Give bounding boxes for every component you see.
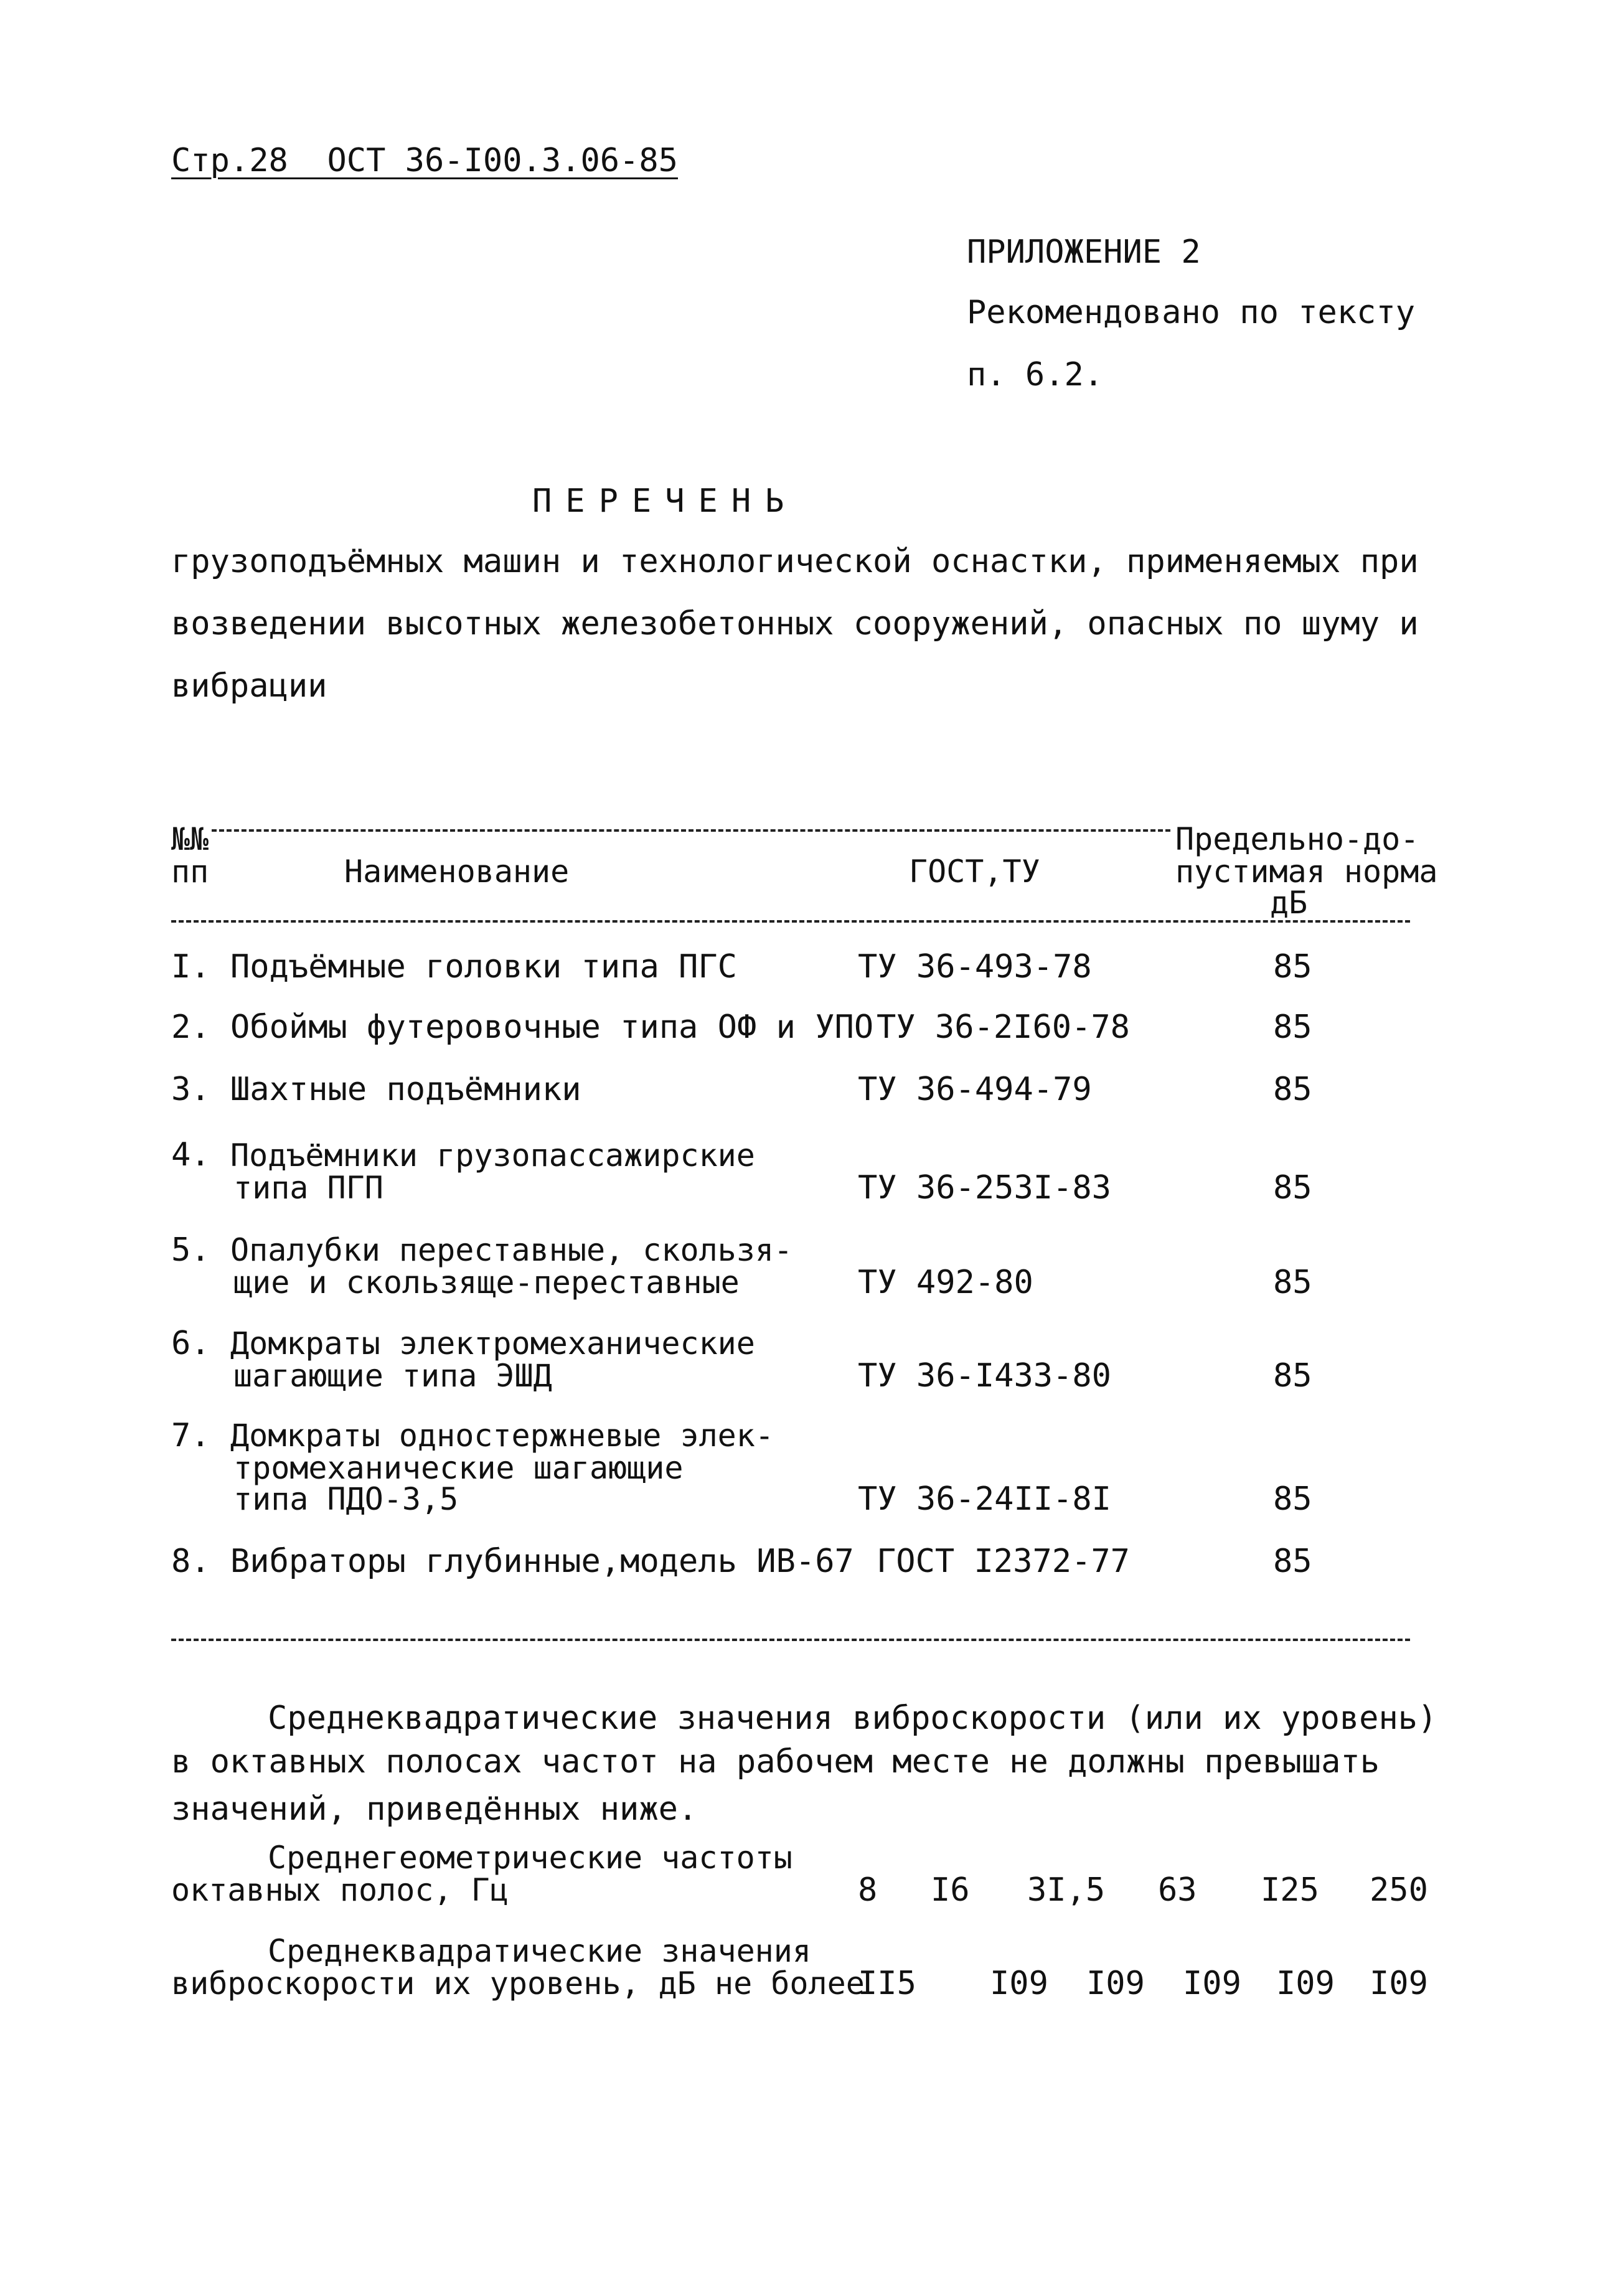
row-name: Подъёмники грузопассажирские — [230, 1137, 755, 1174]
row-norm: 85 — [1273, 1264, 1312, 1301]
row-gost: ТУ 36-494-79 — [858, 1071, 1092, 1108]
row-name-cont-2: типа ПДО-3,5 — [233, 1481, 459, 1517]
header-norm-line-3: дБ — [1270, 885, 1308, 921]
row-name-cont: щие и скользяще-переставные — [233, 1264, 740, 1301]
freq-value: 8 — [858, 1871, 878, 1909]
note-line-2: в октавных полосах частот на рабочем месте не должны превышать — [171, 1743, 1380, 1781]
row-gost: ТУ 492-80 — [858, 1264, 1033, 1301]
appendix-title: ПРИЛОЖЕНИЕ 2 — [967, 233, 1201, 271]
header-num-line-2: пп — [171, 854, 209, 890]
row-name: Опалубки переставные, скользя- — [230, 1232, 793, 1268]
row-norm: 85 — [1273, 1480, 1312, 1518]
row-norm: 85 — [1273, 1543, 1312, 1580]
row-name: Вибраторы глубинные,модель ИВ-67 — [230, 1543, 854, 1580]
row-norm: 85 — [1273, 1071, 1312, 1108]
header-norm-line-2: пустимая норма — [1175, 854, 1438, 890]
row-name-cont: тромеханические шагающие — [233, 1450, 684, 1486]
row-gost: ТУ 36-I433-80 — [858, 1357, 1111, 1395]
row-norm: 85 — [1273, 1009, 1312, 1046]
table-header-rule — [171, 920, 1410, 923]
freq-label-line-1: Среднегеометрические частоты — [268, 1840, 792, 1876]
freq-value: 250 — [1370, 1871, 1428, 1909]
note-line-3: значений, приведённых ниже. — [171, 1790, 698, 1828]
row-number: 8. — [171, 1543, 210, 1580]
page-reference: Стр.28 ОСТ 36-I00.3.06-85 — [171, 142, 678, 179]
row-name: Подъёмные головки типа ПГС — [230, 948, 737, 986]
row-name: Обоймы футеровочные типа ОФ и УПО — [230, 1009, 874, 1046]
row-name-cont: шагающие типа ЭШД — [233, 1358, 552, 1394]
row-number: 3. — [171, 1071, 210, 1108]
list-subtitle-line-3: вибрации — [171, 667, 327, 705]
freq-value: 3I,5 — [1027, 1871, 1106, 1909]
row-gost: ТУ 36-253I-83 — [858, 1169, 1111, 1207]
row-name: Домкраты одностержневые элек- — [230, 1418, 774, 1454]
table-bottom-rule — [171, 1639, 1410, 1641]
header-name: Наименование — [344, 854, 570, 890]
list-subtitle-line-2: возведении высотных железобетонных сооружений, опасных по шуму и — [171, 605, 1419, 642]
row-gost: ТУ 36-24II-8I — [858, 1480, 1111, 1518]
level-value: I09 — [1183, 1965, 1241, 2002]
row-number: I. — [171, 948, 210, 986]
row-number: 2. — [171, 1009, 210, 1046]
row-number: 7. — [171, 1417, 210, 1454]
row-gost: ГОСТ I2372-77 — [877, 1543, 1130, 1580]
header-gost: ГОСТ,ТУ — [909, 854, 1040, 890]
row-name: Домкраты электромеханические — [230, 1325, 755, 1362]
row-name-cont: типа ПГП — [233, 1170, 383, 1206]
note-line-1: Среднеквадратические значения виброскорости (или их уровень) — [268, 1700, 1437, 1737]
row-norm: 85 — [1273, 1169, 1312, 1207]
row-gost: ТУ 36-493-78 — [858, 948, 1092, 986]
appendix-clause: п. 6.2. — [967, 356, 1104, 393]
header-num-line-1: №№ — [171, 821, 209, 857]
level-value: II5 — [858, 1965, 916, 2002]
freq-label-line-2: октавных полос, Гц — [171, 1872, 509, 1908]
appendix-recommended: Рекомендовано по тексту — [967, 294, 1416, 331]
row-norm: 85 — [1273, 1357, 1312, 1395]
freq-value: 63 — [1158, 1871, 1197, 1909]
level-value: I09 — [990, 1965, 1048, 2002]
row-norm: 85 — [1273, 948, 1312, 986]
list-title: ПЕРЕЧЕНЬ — [532, 482, 798, 520]
freq-value: I6 — [931, 1871, 970, 1909]
level-value: I09 — [1276, 1965, 1335, 2002]
level-value: I09 — [1370, 1965, 1428, 2002]
level-label-line-2: виброскорости их уровень, дБ не более — [171, 1965, 865, 2002]
row-number: 4. — [171, 1136, 210, 1174]
header-norm-line-1: Предельно-до- — [1175, 821, 1419, 857]
table-top-rule — [212, 829, 1170, 832]
row-number: 5. — [171, 1231, 210, 1269]
row-name: Шахтные подъёмники — [230, 1071, 581, 1108]
level-label-line-1: Среднеквадратические значения — [268, 1933, 811, 1969]
row-number: 6. — [171, 1325, 210, 1362]
level-value: I09 — [1086, 1965, 1145, 2002]
row-gost: ТУ 36-2I60-78 — [877, 1009, 1130, 1046]
list-subtitle-line-1: грузоподъёмных машин и технологической оснастки, применяемых при — [171, 543, 1419, 580]
freq-value: I25 — [1261, 1871, 1319, 1909]
